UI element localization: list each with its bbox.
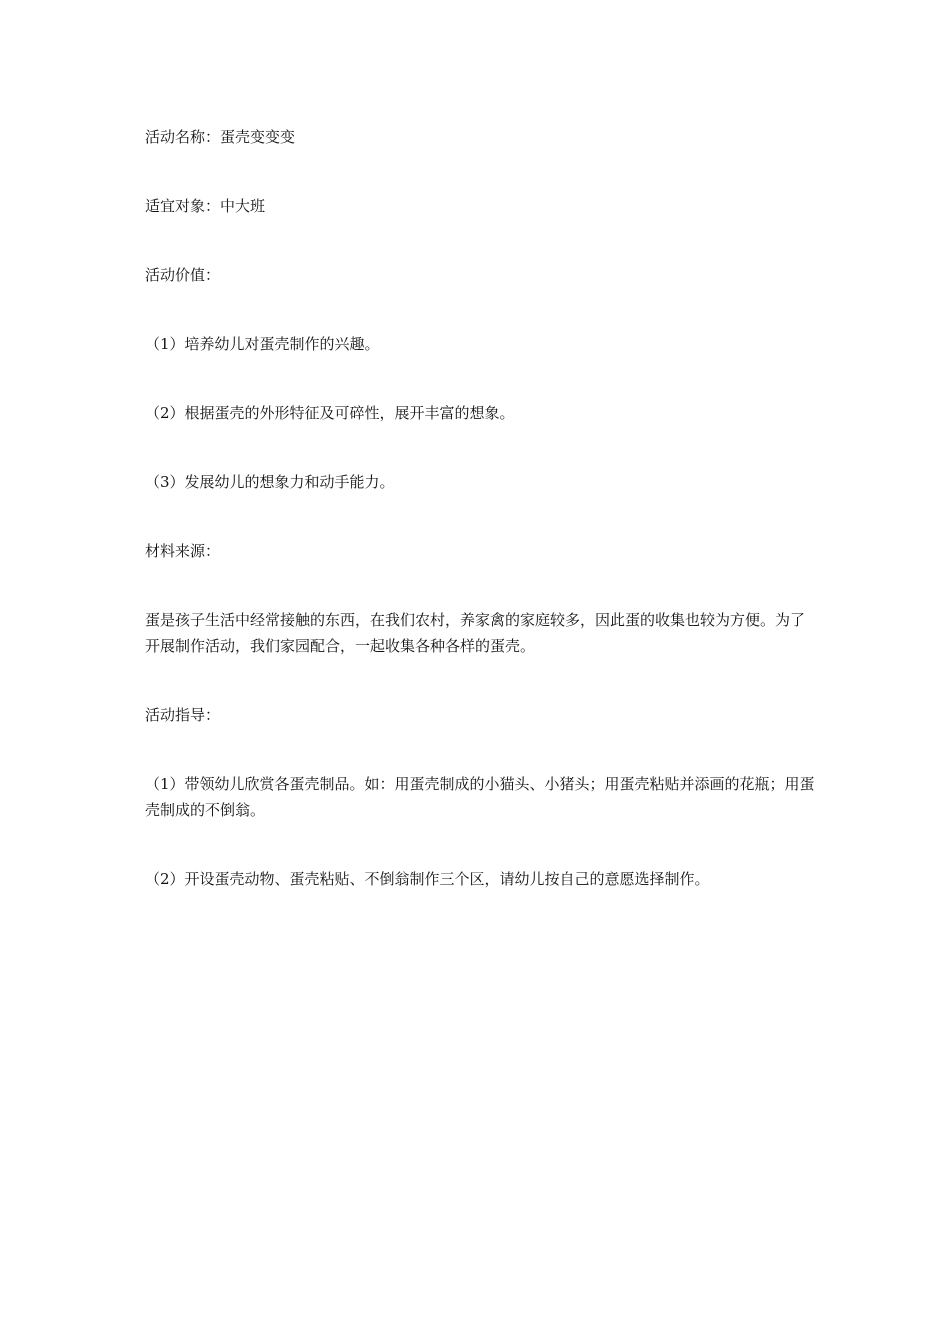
activity-value-item-2: （2）根据蛋壳的外形特征及可碎性，展开丰富的想象。 bbox=[145, 404, 515, 422]
activity-guidance-heading: 活动指导： bbox=[145, 706, 221, 724]
material-source-heading: 材料来源： bbox=[145, 542, 221, 560]
activity-guidance-item-2: （2）开设蛋壳动物、蛋壳粘贴、不倒翁制作三个区，请幼儿按自己的意愿选择制作。 bbox=[145, 870, 710, 888]
activity-value-item-3: （3）发展幼儿的想象力和动手能力。 bbox=[145, 473, 395, 491]
target-audience: 适宜对象：中大班 bbox=[145, 197, 266, 215]
activity-guidance-item-1: （1）带领幼儿欣赏各蛋壳制品。如：用蛋壳制成的小猫头、小猪头；用蛋壳粘贴并添画的花瓶；用蛋壳制成的不倒翁。 bbox=[145, 775, 815, 819]
activity-value-item-1: （1）培养幼儿对蛋壳制作的兴趣。 bbox=[145, 335, 380, 353]
document-body bbox=[145, 124, 815, 935]
activity-name: 活动名称：蛋壳变变变 bbox=[145, 128, 296, 146]
material-source-text: 蛋是孩子生活中经常接触的东西，在我们农村，养家禽的家庭较多，因此蛋的收集也较为方便。为了开展制作活动，我们家园配合，一起收集各种各样的蛋壳。 bbox=[145, 611, 806, 655]
activity-value-heading: 活动价值： bbox=[145, 266, 221, 284]
